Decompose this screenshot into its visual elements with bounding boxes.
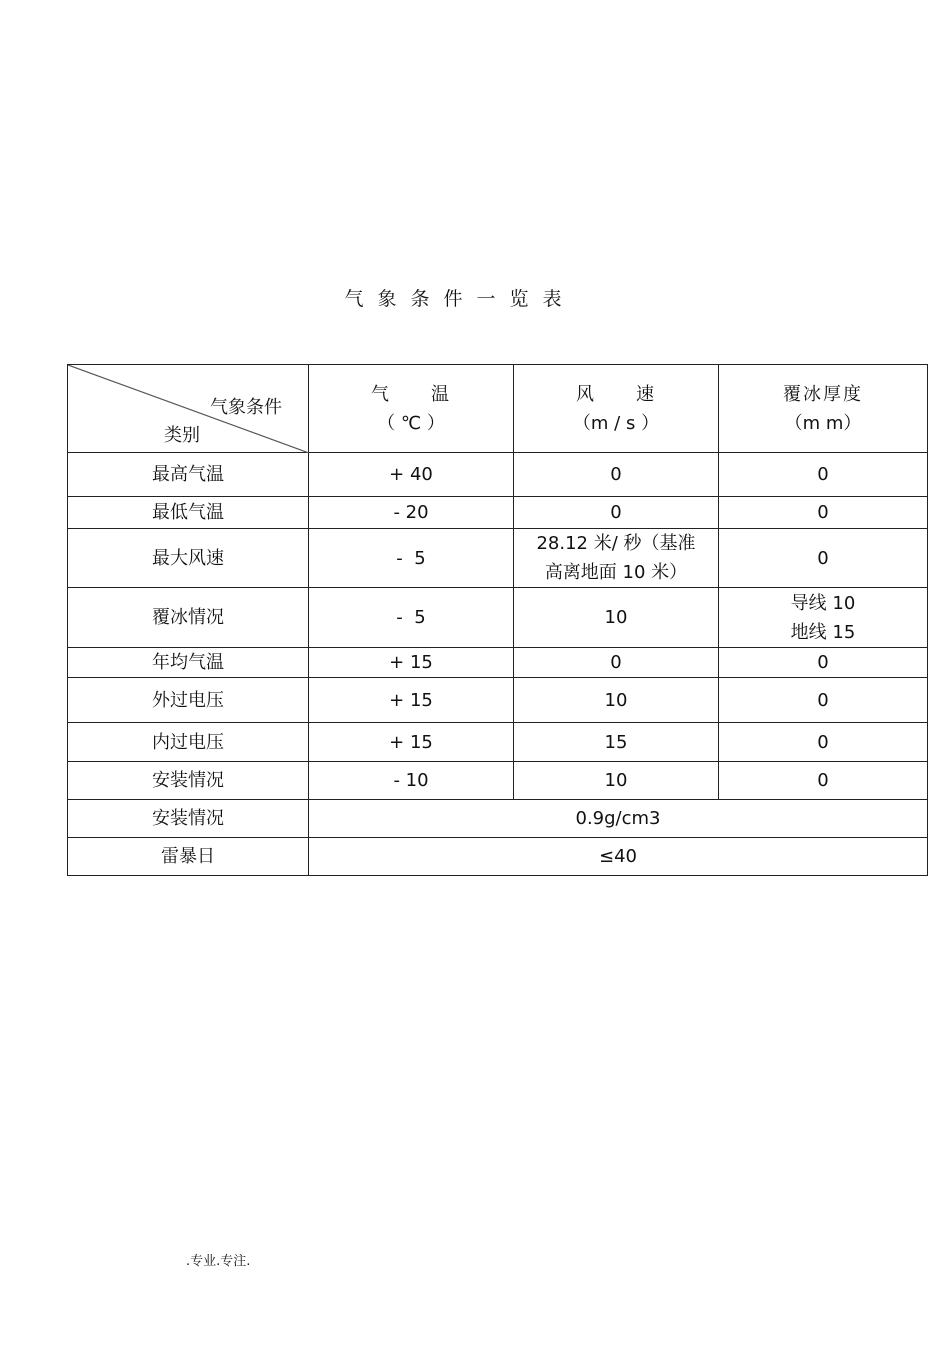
corner-cell <box>68 365 309 453</box>
document-title: 气象条件一览表 <box>344 288 576 310</box>
table-row <box>68 762 928 800</box>
row-label: 安装情况 <box>68 762 309 800</box>
table-row <box>68 723 928 762</box>
density-cell: 0.9g/cm3 <box>309 800 928 838</box>
temp-cell: - 5 <box>309 588 514 648</box>
wind-line-2: 高离地面 10 米） <box>544 562 688 583</box>
wind-cell: 0 <box>514 497 719 529</box>
table-row-span <box>68 800 928 838</box>
ice-line-1: 导线 10 <box>790 592 856 614</box>
ice-cell: 0 <box>719 678 928 723</box>
ice-cell <box>719 588 928 648</box>
wind-cell: 10 <box>514 678 719 723</box>
table-row <box>68 529 928 588</box>
temp-cell: + 15 <box>309 678 514 723</box>
header-ice <box>719 365 928 453</box>
ice-cell: 0 <box>719 529 928 588</box>
corner-bottom-label: 类别 <box>164 425 200 446</box>
wind-cell: 10 <box>514 588 719 648</box>
temp-cell: + 15 <box>309 648 514 678</box>
header-temperature-unit: （ ℃ ） <box>377 412 445 434</box>
header-ice-unit: （m m） <box>784 412 862 434</box>
table-row <box>68 648 928 678</box>
ice-cell: 0 <box>719 723 928 762</box>
header-wind-title: 风 速 <box>576 383 656 405</box>
header-temperature <box>309 365 514 453</box>
temp-cell: - 5 <box>309 529 514 588</box>
ice-cell: 0 <box>719 762 928 800</box>
row-label: 安装情况 <box>68 800 309 838</box>
row-label: 最高气温 <box>68 453 309 497</box>
wind-cell: 0 <box>514 648 719 678</box>
table-row-span <box>68 838 928 876</box>
header-ice-title: 覆冰厚度 <box>783 383 863 405</box>
row-label: 覆冰情况 <box>68 588 309 648</box>
table-row <box>68 497 928 529</box>
temp-cell: - 20 <box>309 497 514 529</box>
header-wind <box>514 365 719 453</box>
row-label: 年均气温 <box>68 648 309 678</box>
wind-line-1: 28.12 米/ 秒（基准 <box>536 533 696 554</box>
row-label: 最低气温 <box>68 497 309 529</box>
wind-cell <box>514 529 719 588</box>
header-temperature-title: 气 温 <box>371 383 451 405</box>
wind-cell: 0 <box>514 453 719 497</box>
table-row <box>68 678 928 723</box>
row-label: 内过电压 <box>68 723 309 762</box>
temp-cell: + 15 <box>309 723 514 762</box>
table-row <box>68 453 928 497</box>
corner-top-label: 气象条件 <box>210 397 282 418</box>
row-label: 最大风速 <box>68 529 309 588</box>
table-row <box>68 588 928 648</box>
temp-cell: - 10 <box>309 762 514 800</box>
weather-conditions-table <box>67 364 928 876</box>
row-label: 外过电压 <box>68 678 309 723</box>
temp-cell: + 40 <box>309 453 514 497</box>
ice-cell: 0 <box>719 648 928 678</box>
header-wind-unit: （m / s ） <box>572 412 660 434</box>
ice-line-2: 地线 15 <box>790 621 856 643</box>
wind-cell: 10 <box>514 762 719 800</box>
thunderstorm-days-cell: ≤40 <box>309 838 928 876</box>
ice-cell: 0 <box>719 497 928 529</box>
ice-cell: 0 <box>719 453 928 497</box>
page-footer: .专业.专注. <box>186 1254 251 1269</box>
header-row <box>68 365 928 453</box>
row-label: 雷暴日 <box>68 838 309 876</box>
wind-cell: 15 <box>514 723 719 762</box>
